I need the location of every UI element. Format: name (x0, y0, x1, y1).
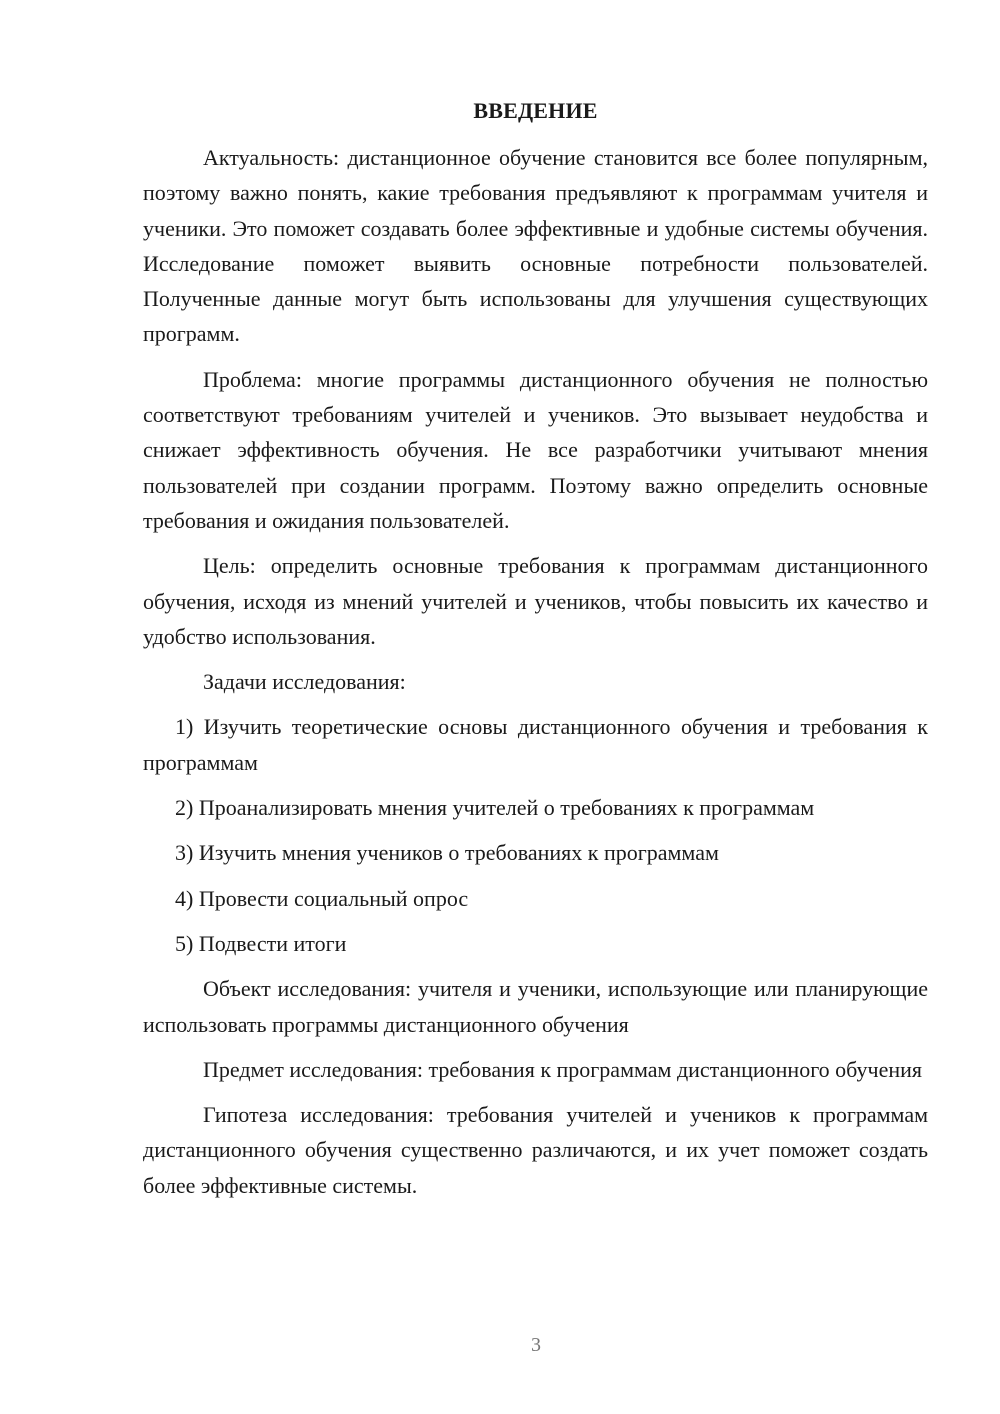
list-item: 2) Проанализировать мнения учителей о требованиях к программам (175, 795, 815, 821)
page-number: 3 (531, 1334, 541, 1356)
document-page (143, 96, 928, 1213)
tasks-heading: Задачи исследования: (203, 669, 406, 695)
paragraph-subject: Предмет исследования: требования к программам дистанционного обучения (203, 1056, 923, 1082)
paragraph-problem: Проблема: многие программы дистанционного обучения не полностью соответствуют требованиям учителей и учеников. Это вызывает неудобства и снижает эффективность обучения. Не все разработчики учитывают мнения пользователей при создании программ. Поэтому важно определить основные требования и ожидания пользователей. (143, 366, 928, 533)
list-item: 3) Изучить мнения учеников о требованиях к программам (175, 840, 719, 866)
paragraph-object: Объект исследования: учителя и ученики, использующие или планирующие использовать программы дистанционного обучения (143, 976, 928, 1037)
paragraph-goal: Цель: определить основные требования к программам дистанционного обучения, исходя из мнений учителей и учеников, чтобы повысить их качество и удобство использования. (143, 553, 928, 649)
page-title: ВВЕДЕНИЕ (473, 98, 598, 123)
list-item: 5) Подвести итоги (175, 930, 347, 956)
list-item: 1) Изучить теоретические основы дистанционного обучения и требования к программам (143, 714, 928, 775)
list-item: 4) Провести социальный опрос (175, 885, 469, 911)
paragraph-hypothesis: Гипотеза исследования: требования учителей и учеников к программам дистанционного обучения существенно различаются, и их учет поможет создать более эффективные системы. (143, 1102, 928, 1198)
paragraph-relevance: Актуальность: дистанционное обучение становится все более популярным, поэтому важно понять, какие требования предъявляют к программам учителя и ученики. Это поможет создавать более эффективные и удобные системы обучения. Исследование поможет выявить основные потребности пользователей. Полученные данные могут быть использованы для улучшения существующих программ. (143, 145, 928, 347)
